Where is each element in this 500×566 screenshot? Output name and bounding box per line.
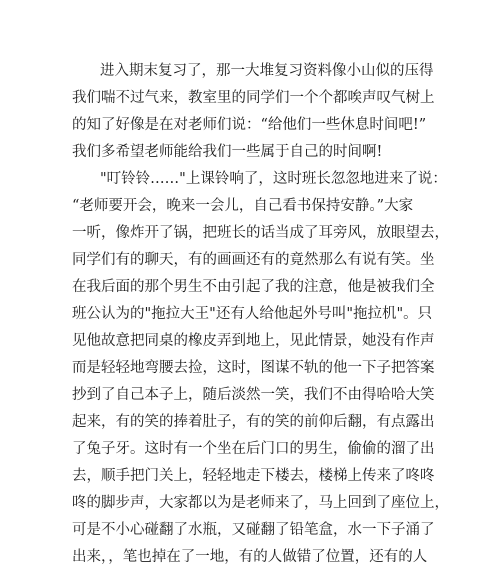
text-line: 去，顺手把门关上，轻轻地走下楼去，楼梯上传来了咚咚 xyxy=(72,468,435,484)
text-line: 咚的脚步声，大家都以为是老师来了，马上回到了座位上， xyxy=(72,495,449,511)
text-line: 起来，有的笑的捧着肚子，有的笑的前仰后翻，有点露出 xyxy=(72,414,435,430)
text-line: "叮铃铃……"上课铃响了，这时班长忽忽地进来了说： xyxy=(100,171,447,187)
text-line: 一听，像炸开了锅，把班长的话当成了耳旁风，放眼望去， xyxy=(72,225,449,241)
text-line: 而是轻轻地弯腰去捡，这时，图谋不轨的他一下子把答案 xyxy=(72,360,435,376)
text-line: 进入期末复习了，那一大堆复习资料像小山似的压得 xyxy=(100,63,434,79)
text-line: 在我后面的那个男生不由引起了我的注意，他是被我们全 xyxy=(72,279,435,295)
text-line: “老师要开会，晚来一会儿，自己看书保持安静。”大家 xyxy=(72,198,414,214)
text-line: 出来，，笔也掉在了一地，有的人做错了位置，还有的人 xyxy=(72,549,428,565)
text-line: 我们喘不过气来，教室里的同学们一个个都唉声叹气树上 xyxy=(72,90,435,106)
text-line: 的知了好像是在对老师们说：“给他们一些休息时间吧!” xyxy=(72,117,427,133)
text-line: 见他故意把同桌的橡皮弄到地上，见此情景，她没有作声 xyxy=(72,333,435,349)
text-line: 我们多希望老师能给我们一些属于自己的时间啊! xyxy=(72,144,383,160)
text-line: 同学们有的聊天，有的画画还有的竟然那么有说有笑。坐 xyxy=(72,252,435,268)
article-body xyxy=(72,58,449,566)
text-line: 抄到了自己本子上，随后淡然一笑，我们不由得哈哈大笑 xyxy=(72,387,435,403)
text-line: 可是不小心碰翻了水瓶，又碰翻了铅笔盒，水一下子涌了 xyxy=(72,522,435,538)
text-line: 了兔子牙。这时有一个坐在后门口的男生，偷偷的溜了出 xyxy=(72,441,435,457)
text-line: 班公认为的"拖拉大王"还有人给他起外号叫"拖拉机"。只 xyxy=(72,306,433,322)
